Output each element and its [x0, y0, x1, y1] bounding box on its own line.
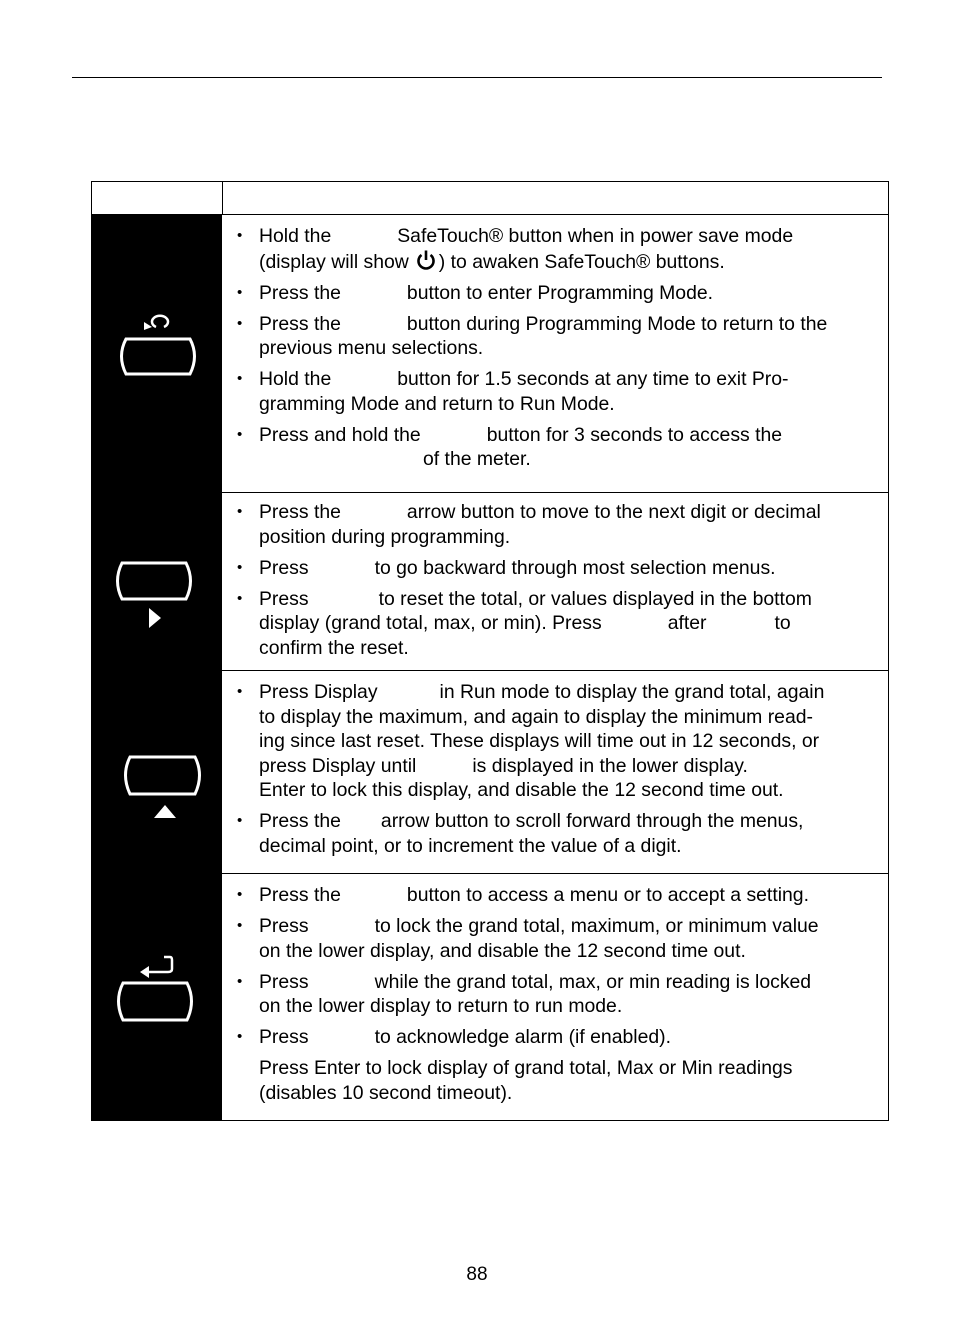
bullet-text: Hold the	[259, 225, 332, 247]
list-item	[229, 680, 879, 803]
header-rule	[72, 77, 882, 78]
note-line: (disables 10 second timeout).	[259, 1081, 513, 1104]
bullet-text: Press and hold the	[259, 423, 421, 446]
bullet-text: arrow button to scroll forward through the menus,	[380, 810, 804, 832]
bullet-text: button during Programming Mode to return to the	[406, 312, 828, 335]
bullet-text: to	[774, 612, 791, 634]
list-item	[229, 556, 879, 581]
bullet-text: position during programming.	[259, 525, 511, 548]
list-item	[229, 500, 879, 549]
bullet-text: Enter to lock this display, and disable the 12 second time out.	[259, 779, 784, 801]
page-number: 88	[466, 1264, 488, 1285]
list-item	[229, 224, 879, 274]
table-row-menu	[92, 214, 888, 492]
enter-key-icon	[92, 873, 222, 1120]
bullet-text: confirm the reset.	[259, 636, 409, 659]
bullet-text: decimal point, or to increment the value of a digit.	[259, 834, 682, 857]
header-column-divider	[222, 182, 223, 214]
bullet-text: previous menu selections.	[259, 337, 484, 359]
list-item	[229, 914, 879, 963]
table-row-right-arrow	[92, 492, 888, 670]
list-item	[229, 1025, 879, 1050]
list-item	[229, 281, 879, 306]
bullet-text: Press the	[259, 281, 341, 304]
bullet-text: Press	[259, 1026, 309, 1048]
list-item	[229, 423, 879, 472]
list-item	[229, 883, 879, 908]
bullet-text: Press	[259, 556, 309, 579]
bullet-text: to go backward through most selection menus.	[374, 556, 776, 579]
list-item	[229, 367, 879, 416]
bullet-text: Press	[259, 970, 309, 993]
table-row-enter	[92, 873, 888, 1120]
bullet-text: button to access a menu or to accept a setting.	[406, 884, 809, 906]
menu-key-cell	[92, 214, 222, 492]
bullet-text: arrow button to move to the next digit or decimal	[406, 501, 821, 523]
bullet-text: ing since last reset. These displays will time out in 12 seconds, or	[259, 730, 820, 752]
bullet-text: button for 3 seconds to access the	[486, 423, 783, 446]
bullet-text: Press Display	[259, 681, 378, 703]
bullet-text: to reset the total, or values displayed in the bottom	[378, 587, 812, 610]
bullet-text: Press	[259, 915, 309, 937]
bullet-text: on the lower display to return to run mode.	[259, 995, 623, 1017]
right-arrow-key-cell	[92, 492, 222, 670]
menu-return-key-icon	[92, 214, 222, 492]
list-item	[229, 312, 879, 361]
bullet-text: gramming Mode and return to Run Mode.	[259, 392, 615, 415]
bullet-text: to display the maximum, and again to display the minimum read-	[259, 705, 813, 728]
power-icon	[415, 249, 437, 271]
bullet-text: SafeTouch® button when in power save mode	[397, 225, 794, 247]
bullet-text: display (grand total, max, or min). Press	[259, 612, 602, 634]
bullet-text: ) to awaken SafeTouch® buttons.	[438, 250, 725, 273]
right-arrow-key-icon	[92, 492, 222, 670]
bullet-text: (display will show	[259, 250, 409, 273]
bullet-text: Press the	[259, 501, 341, 523]
bullet-text: press Display until	[259, 754, 417, 777]
bullet-text: Press	[259, 587, 309, 610]
note-text	[229, 1056, 879, 1105]
bullet-text: on the lower display, and disable the 12 second time out.	[259, 939, 746, 962]
bullet-text: button for 1.5 seconds at any time to exit Pro-	[397, 368, 789, 390]
table-row-up-arrow	[92, 670, 888, 873]
bullet-text: Press the	[259, 810, 341, 832]
button-function-table	[91, 181, 889, 1121]
bullet-text: to lock the grand total, maximum, or minimum value	[374, 915, 819, 937]
bullet-text: is displayed in the lower display.	[472, 754, 748, 777]
up-arrow-key-cell	[92, 670, 222, 873]
bullet-text: of the meter.	[423, 448, 531, 470]
bullet-text: to acknowledge alarm (if enabled).	[374, 1026, 671, 1048]
bullet-text: Press the	[259, 884, 341, 906]
enter-key-cell	[92, 873, 222, 1120]
list-item	[229, 809, 879, 858]
list-item	[229, 587, 879, 661]
bullet-text: Hold the	[259, 368, 332, 390]
note-line: Press Enter to lock display of grand total, Max or Min readings	[259, 1057, 793, 1079]
bullet-text: button to enter Programming Mode.	[406, 281, 714, 304]
up-arrow-key-icon	[92, 670, 222, 873]
bullet-text: in Run mode to display the grand total, again	[439, 681, 825, 703]
bullet-text: Press the	[259, 312, 341, 335]
bullet-text: after	[667, 612, 707, 634]
list-item	[229, 970, 879, 1019]
bullet-text: while the grand total, max, or min reading is locked	[374, 970, 812, 993]
